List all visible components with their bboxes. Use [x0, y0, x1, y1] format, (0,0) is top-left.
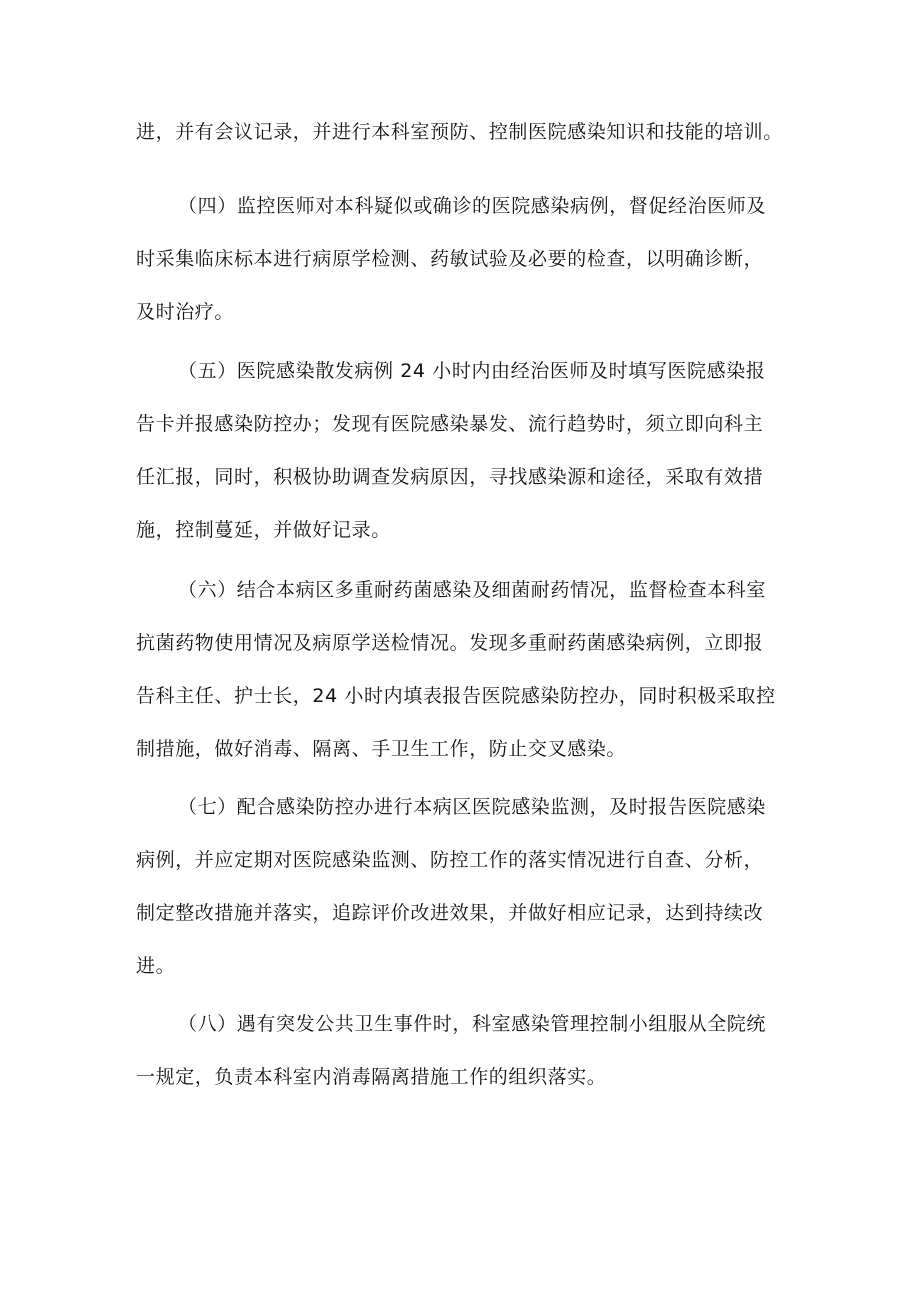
text-line: 告卡并报感染防控办；发现有医院感染暴发、流行趋势时，须立即向科主: [136, 413, 764, 435]
paragraph-item-6: [136, 564, 796, 776]
text-line: 进，并有会议记录，并进行本科室预防、控制医院感染知识和技能的培训。: [136, 121, 783, 143]
text-line: 施，控制蔓延，并做好记录。: [136, 519, 391, 541]
text-line: 病例，并应定期对医院感染监测、防控工作的落实情况进行自查、分析，: [136, 849, 764, 871]
paragraph-item-5: [136, 345, 796, 557]
text-line: （四）监控医师对本科疑似或确诊的医院感染病例，督促经治医师及: [178, 195, 767, 217]
text-line: 及时治疗。: [136, 301, 235, 323]
text-line: （七）配合感染防控办进行本病区医院感染监测，及时报告医院感染: [178, 796, 767, 818]
paragraph-item-4: [136, 180, 796, 339]
text-line: 抗菌药物使用情况及病原学送检情况。发现多重耐药菌感染病例，立即报: [136, 632, 764, 654]
text-line: 时采集临床标本进行病原学检测、药敏试验及必要的检查，以明确诊断，: [136, 248, 764, 270]
text-line: 进。: [136, 955, 176, 977]
text-line: 任汇报，同时，积极协助调查发病原因，寻找感染源和途径，采取有效措: [136, 466, 764, 488]
paragraph-item-8: [136, 998, 796, 1104]
text-line: 告科主任、护士长，24 小时内填表报告医院感染防控办，同时积极采取控: [136, 685, 776, 707]
text-line: 一规定，负责本科室内消毒隔离措施工作的组织落实。: [136, 1066, 607, 1088]
text-line: （六）结合本病区多重耐药菌感染及细菌耐药情况，监督检查本科室: [178, 579, 767, 601]
paragraph-item-7: [136, 781, 796, 993]
text-line: 制定整改措施并落实，追踪评价改进效果，并做好相应记录，达到持续改: [136, 902, 764, 924]
paragraph-continuation: [136, 106, 796, 159]
text-line: 制措施，做好消毒、隔离、手卫生工作，防止交叉感染。: [136, 738, 627, 760]
text-line: （八）遇有突发公共卫生事件时，科室感染管理控制小组服从全院统: [178, 1013, 767, 1035]
text-line: （五）医院感染散发病例 24 小时内由经治医师及时填写医院感染报: [178, 360, 766, 382]
